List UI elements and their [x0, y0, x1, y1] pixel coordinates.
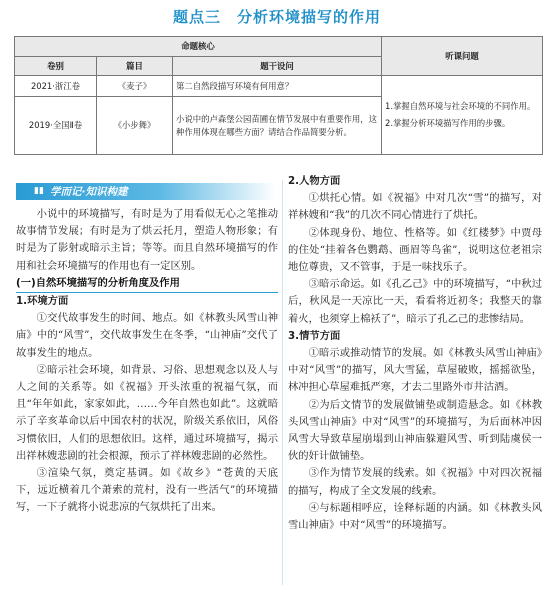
notes-header: 听课问题	[382, 37, 543, 76]
env-point-2: ②暗示社会环境，如背景、习俗、思想观念以及人与人之间的关系等。如《祝福》开头浓重的祝福气氛，而且“年年如此，家家如此，……今年自然也如此”。这就暗示了辛亥革命以后中国农村的状况，阶级关系依旧，风俗习惯依旧，人们的思想依旧。这样，通过环境描写，揭示出祥林嫂悲剧的社会根源，预示了祥林嫂悲剧的必然性。	[16, 363, 278, 462]
subheading-environment: 1.环境方面	[16, 295, 69, 308]
right-column	[288, 173, 542, 534]
plot-point-3: ③作为情节发展的线索。如《祝福》中对四次祝福的描写，构成了全文发展的线索。	[288, 467, 542, 497]
plot-point-2: ②为后文情节的发展做铺垫或制造悬念。如《林教头风雪山神庙》中对“风雪”的环境描写，为后面林冲因风雪大导致草屋崩塌到山神庙躲避风雪、听到陆虞侯一伙的奸计做铺垫。	[288, 398, 542, 463]
section-banner	[16, 183, 276, 200]
row2-article: 《小步舞》	[97, 97, 173, 155]
char-point-1: ①烘托心情。如《祝福》中对几次“雪”的描写，对祥林嫂和“我”的几次不同心情进行了烘托。	[288, 192, 542, 222]
book-icon: ▮▮	[34, 186, 44, 196]
row1-question: 第二自然段描写环境有何用意？	[173, 76, 382, 97]
notes-cell	[382, 76, 543, 155]
left-column	[16, 206, 278, 517]
banner-text: 学而记·知识构建	[50, 186, 128, 198]
page-title: 题点三 分析环境描写的作用	[172, 8, 381, 26]
section-heading-1: (一)自然环境描写的分析角度及作用	[16, 275, 278, 293]
row2-volume: 2019·全国Ⅱ卷	[15, 97, 97, 155]
row1-article: 《麦子》	[97, 76, 173, 97]
subheading-plot: 3.情节方面	[288, 329, 341, 342]
core-table	[14, 36, 543, 155]
note-1: 1.掌握自然环境与社会环境的不同作用。	[385, 101, 536, 111]
plot-point-4: ④与标题相呼应，诠释标题的内涵。如《林教头风雪山神庙》中对“风雪”的环境描写。	[288, 501, 542, 532]
env-point-3: ③渲染气氛，奠定基调。如《故乡》“苍黄的天底下，远近横着几个萧索的荒村，没有一些活气”的环境描写，一下子就将小说悲凉的气氛烘托了出来。	[16, 467, 278, 514]
char-point-2: ②体现身份、地位、性格等。如《红楼梦》中贾母的住处“挂着各色鹦鹉、画眉等鸟雀”，说明这位老祖宗地位尊贵，又不管事，于是一味找乐子。	[288, 226, 542, 274]
env-point-1: ①交代故事发生的时间、地点。如《林教头风雪山神庙》中的“风雪”，交代故事发生在冬季，“山神庙”交代了故事发生的地点。	[16, 312, 278, 359]
col-article-header: 篇目	[97, 57, 173, 76]
row1-volume: 2021·浙江卷	[15, 76, 97, 97]
plot-point-1: ①暗示或推动情节的发展。如《林教头风雪山神庙》中对“风雪”的描写，风大雪猛，草屋破败，摇摇欲坠，林冲担心草屋难抵严寒，才去二里路外市井沽酒。	[288, 347, 542, 394]
char-point-3: ③暗示命运。如《孔乙己》中的环境描写，“中秋过后，秋风是一天凉比一天，看看将近初冬；我整天的靠着火，也须穿上棉袄了”，暗示了孔乙己的悲惨结局。	[288, 278, 542, 325]
column-divider	[282, 180, 283, 585]
col-question-header: 题干设问	[173, 57, 382, 76]
intro-paragraph: 小说中的环境描写，有时是为了用看似无心之笔推动故事情节发展；有时是为了烘云托月，塑造人物形象；有时是为了影射或暗示主旨；等等。而且自然环境描写的作用和社会环境描写的作用也有一定区别。	[16, 208, 278, 272]
row2-question: 小说中的卢森堡公园苗圃在情节发展中有重要作用，这种作用体现在哪些方面？请结合作品简要分析。	[173, 97, 382, 155]
subheading-character: 2.人物方面	[288, 175, 341, 187]
core-header: 命题核心	[15, 37, 382, 57]
note-2: 2.掌握分析环境描写作用的步骤。	[385, 118, 511, 128]
col-volume-header: 卷别	[15, 57, 97, 76]
